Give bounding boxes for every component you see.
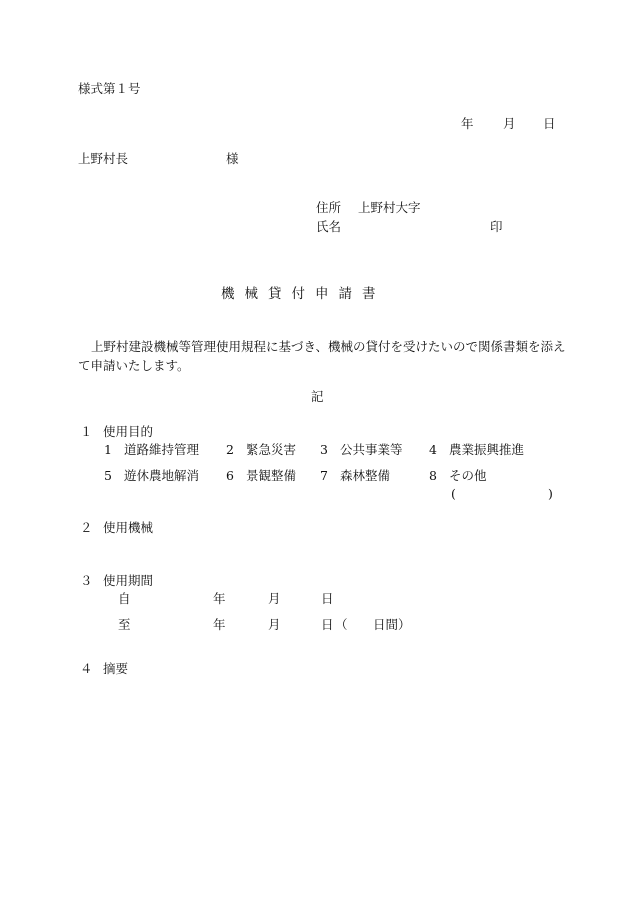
- duration-paren-open: （: [335, 617, 348, 632]
- period-from-year: 年: [213, 591, 226, 606]
- purpose-option-number: 4: [429, 442, 437, 457]
- intro-paragraph: 上野村建設機械等管理使用規程に基づき、機械の貸付を受けたいので関係書類を添えて申請いたします。: [78, 339, 566, 373]
- purpose-option-number: 5: [104, 468, 112, 483]
- period-from-label: 自: [118, 591, 131, 606]
- address-value: 上野村大字: [358, 200, 421, 215]
- purpose-option-label: 景観整備: [246, 468, 297, 483]
- date-day-label: 日: [543, 116, 556, 131]
- section-1-label: 使用目的: [103, 424, 154, 439]
- purpose-option-label: 森林整備: [340, 468, 391, 483]
- document-title: 機械貸付申請書: [221, 286, 386, 302]
- section-2-label: 使用機械: [103, 520, 154, 535]
- section-2-number: ２: [80, 520, 93, 535]
- other-paren-open: (: [451, 486, 456, 501]
- purpose-option-number: 3: [320, 442, 328, 457]
- purpose-option-label: 公共事業等: [340, 442, 403, 457]
- purpose-option-number: 2: [226, 442, 234, 457]
- purpose-option-label: その他: [449, 468, 487, 483]
- period-from-month: 月: [268, 591, 281, 606]
- name-label: 氏名: [316, 219, 342, 234]
- period-to-day: 日: [321, 617, 334, 632]
- section-4-number: ４: [80, 661, 93, 676]
- purpose-option-label: 緊急災害: [246, 442, 297, 457]
- record-mark: 記: [311, 389, 324, 404]
- seal-mark: 印: [490, 219, 503, 234]
- purpose-option-number: 6: [226, 468, 234, 483]
- period-from-day: 日: [321, 591, 334, 606]
- period-to-year: 年: [213, 617, 226, 632]
- date-month-label: 月: [503, 116, 516, 131]
- period-to-label: 至: [118, 617, 131, 632]
- purpose-option-number: 1: [104, 442, 112, 457]
- section-3-number: ３: [80, 573, 93, 588]
- form-number: 様式第１号: [78, 81, 141, 96]
- period-to-month: 月: [268, 617, 281, 632]
- purpose-option-number: 7: [320, 468, 328, 483]
- date-year-label: 年: [461, 116, 474, 131]
- purpose-option-label: 農業振興推進: [449, 442, 525, 457]
- purpose-option-label: 道路維持管理: [124, 442, 200, 457]
- duration-days-label: 日間）: [373, 617, 411, 632]
- section-4-label: 摘要: [103, 661, 129, 676]
- purpose-option-label: 遊休農地解消: [124, 468, 200, 483]
- addressee-name: 上野村長: [78, 151, 129, 166]
- section-3-label: 使用期間: [103, 573, 154, 588]
- other-paren-close: ): [548, 486, 553, 501]
- purpose-option-number: 8: [429, 468, 437, 483]
- addressee-honorific: 様: [226, 151, 239, 166]
- section-1-number: １: [80, 424, 93, 439]
- address-label: 住所: [316, 200, 342, 215]
